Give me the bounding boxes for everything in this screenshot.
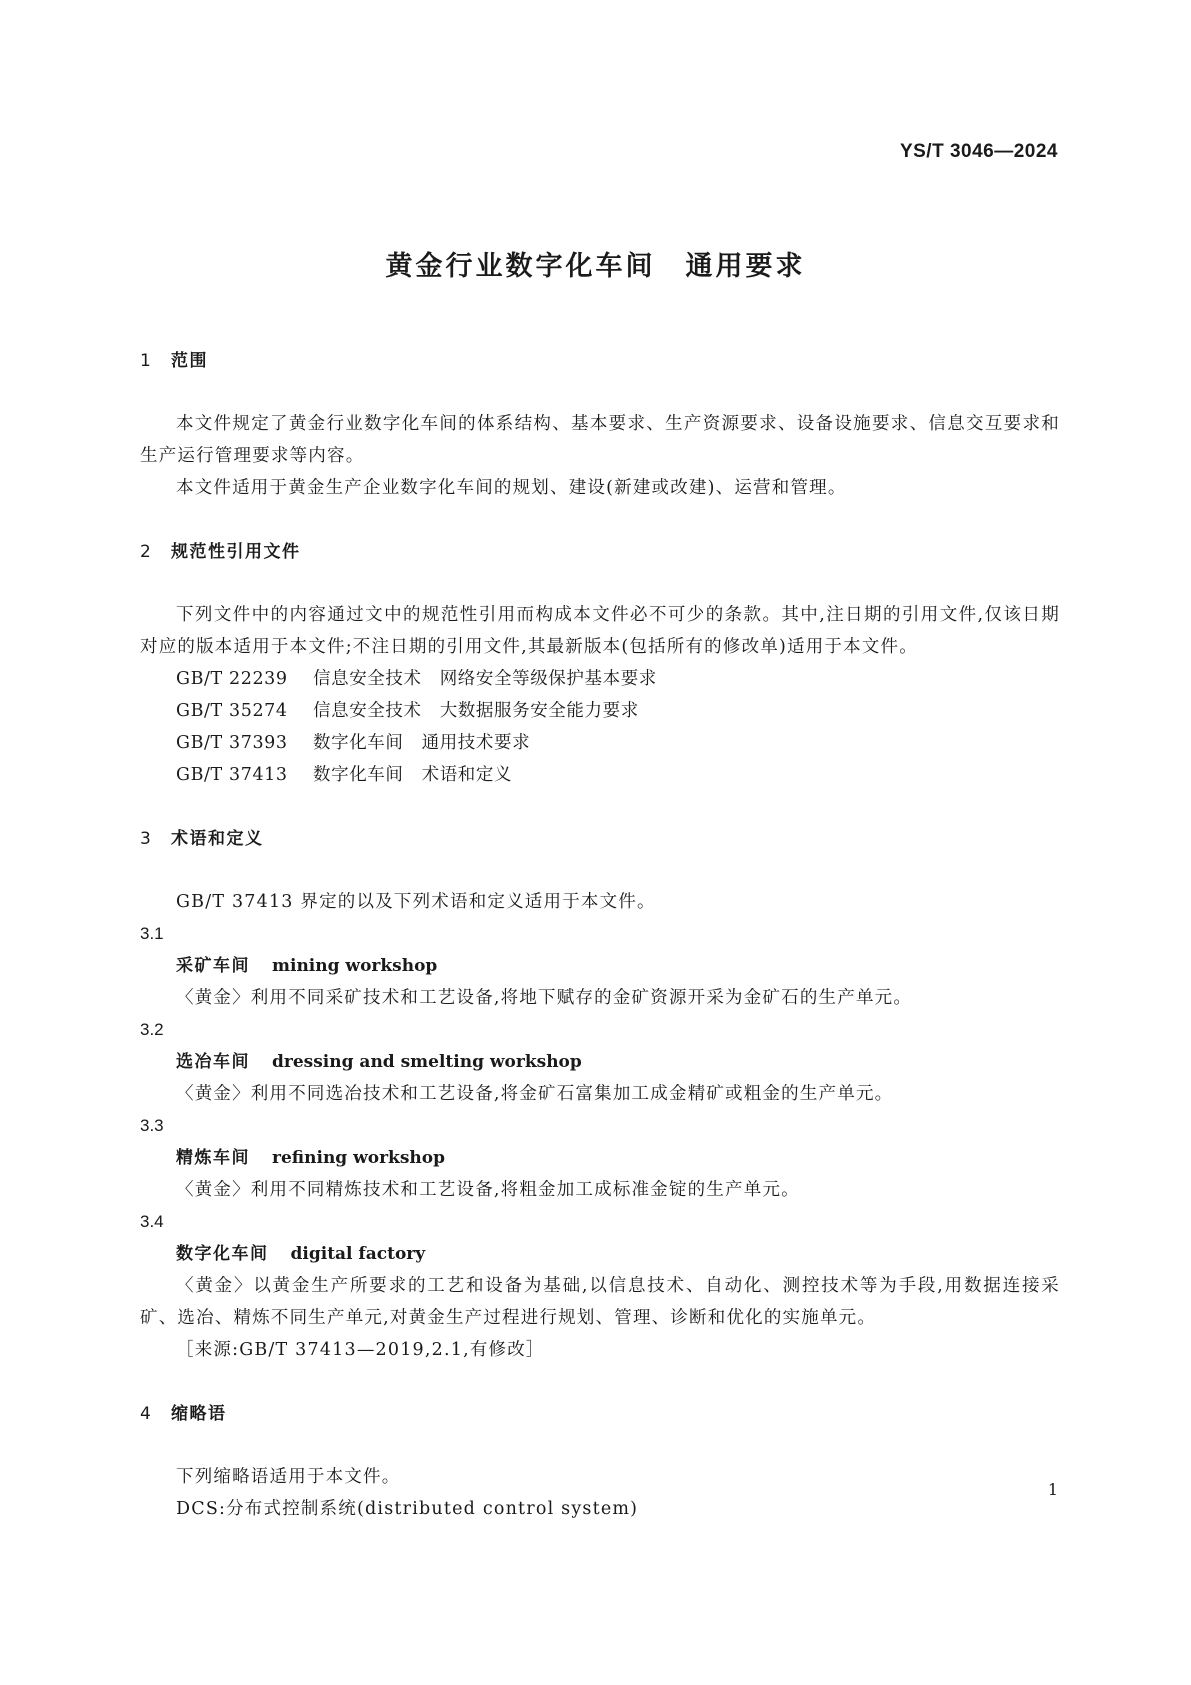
term-name	[140, 1238, 1060, 1270]
term-definition: 〈黄金〉利用不同精炼技术和工艺设备,将粗金加工成标准金锭的生产单元。	[176, 1180, 800, 1200]
term-name-en: refining workshop	[272, 1148, 445, 1168]
term-number: 3.3	[140, 1116, 164, 1135]
section-body	[140, 408, 1060, 504]
section-heading	[140, 345, 1060, 377]
term-name	[140, 1142, 1060, 1174]
paragraph: 本文件适用于黄金生产企业数字化车间的规划、建设(新建或改建)、运营和管理。	[176, 478, 847, 498]
section-heading	[140, 536, 1060, 568]
section-terms-and-definitions	[140, 823, 1060, 1366]
section-body	[140, 886, 1060, 1366]
standard-number: YS/T 3046—2024	[899, 141, 1058, 162]
section-number: 4	[140, 1404, 153, 1424]
term-name-en: dressing and smelting workshop	[272, 1052, 582, 1072]
term-number: 3.4	[140, 1212, 164, 1231]
section-heading	[140, 1398, 1060, 1430]
section-number: 1	[140, 351, 153, 371]
term-name	[140, 950, 1060, 982]
section-body	[140, 1461, 1060, 1525]
reference-code: GB/T 35274	[176, 701, 288, 721]
section-title: 缩略语	[171, 1404, 227, 1424]
document-title: 黄金行业数字化车间 通用要求	[385, 251, 806, 282]
section-normative-references	[140, 536, 1060, 791]
term-name-en: digital factory	[290, 1244, 426, 1264]
reference-item	[140, 727, 1060, 759]
term-number: 3.2	[140, 1020, 164, 1039]
section-abbreviations	[140, 1398, 1060, 1525]
paragraph: 本文件规定了黄金行业数字化车间的体系结构、基本要求、生产资源要求、设备设施要求、信息交互要求和生产运行管理要求等内容。	[140, 414, 1060, 466]
term-entry	[140, 1110, 1060, 1206]
term-name-en: mining workshop	[272, 956, 438, 976]
term-name-zh: 选冶车间	[176, 1052, 250, 1072]
term-entry	[140, 918, 1060, 1014]
section-scope	[140, 345, 1060, 504]
reference-title: 数字化车间 通用技术要求	[313, 733, 531, 753]
section-title: 范围	[171, 351, 208, 371]
term-entry	[140, 1014, 1060, 1110]
section-number: 2	[140, 542, 153, 562]
abbreviation-item: DCS:分布式控制系统(distributed control system)	[176, 1499, 639, 1519]
reference-code: GB/T 37393	[176, 733, 288, 753]
term-definition: 〈黄金〉利用不同选冶技术和工艺设备,将金矿石富集加工成金精矿或粗金的生产单元。	[176, 1084, 894, 1104]
reference-title: 信息安全技术 大数据服务安全能力要求	[313, 701, 639, 721]
reference-title: 数字化车间 术语和定义	[313, 765, 513, 785]
section-title: 术语和定义	[171, 829, 264, 849]
term-definition: 〈黄金〉利用不同采矿技术和工艺设备,将地下赋存的金矿资源开采为金矿石的生产单元。	[176, 988, 913, 1008]
reference-code: GB/T 22239	[176, 669, 288, 689]
section-heading	[140, 823, 1060, 855]
paragraph: 下列缩略语适用于本文件。	[176, 1467, 401, 1487]
reference-item	[140, 663, 1060, 695]
reference-item	[140, 759, 1060, 791]
term-definition: 〈黄金〉以黄金生产所要求的工艺和设备为基础,以信息技术、自动化、测控技术等为手段,用数据连接采矿、选冶、精炼不同生产单元,对黄金生产过程进行规划、管理、诊断和优化的实施单元。	[140, 1276, 1060, 1328]
term-name-zh: 数字化车间	[176, 1244, 269, 1264]
term-entry	[140, 1206, 1060, 1366]
page-number: 1	[1047, 1480, 1058, 1499]
term-name-zh: 采矿车间	[176, 956, 250, 976]
section-number: 3	[140, 829, 153, 849]
reference-title: 信息安全技术 网络安全等级保护基本要求	[313, 669, 657, 689]
document-body	[140, 345, 1060, 1557]
paragraph: 下列文件中的内容通过文中的规范性引用而构成本文件必不可少的条款。其中,注日期的引用文件,仅该日期对应的版本适用于本文件;不注日期的引用文件,其最新版本(包括所有的修改单)适用于本文件。	[140, 605, 1060, 657]
term-name	[140, 1046, 1060, 1078]
reference-code: GB/T 37413	[176, 765, 288, 785]
reference-item	[140, 695, 1060, 727]
term-number: 3.1	[140, 924, 164, 943]
paragraph: GB/T 37413 界定的以及下列术语和定义适用于本文件。	[176, 892, 656, 912]
term-name-zh: 精炼车间	[176, 1148, 250, 1168]
term-source: ［来源:GB/T 37413—2019,2.1,有修改］	[176, 1340, 545, 1360]
section-body	[140, 599, 1060, 791]
section-title: 规范性引用文件	[171, 542, 301, 562]
